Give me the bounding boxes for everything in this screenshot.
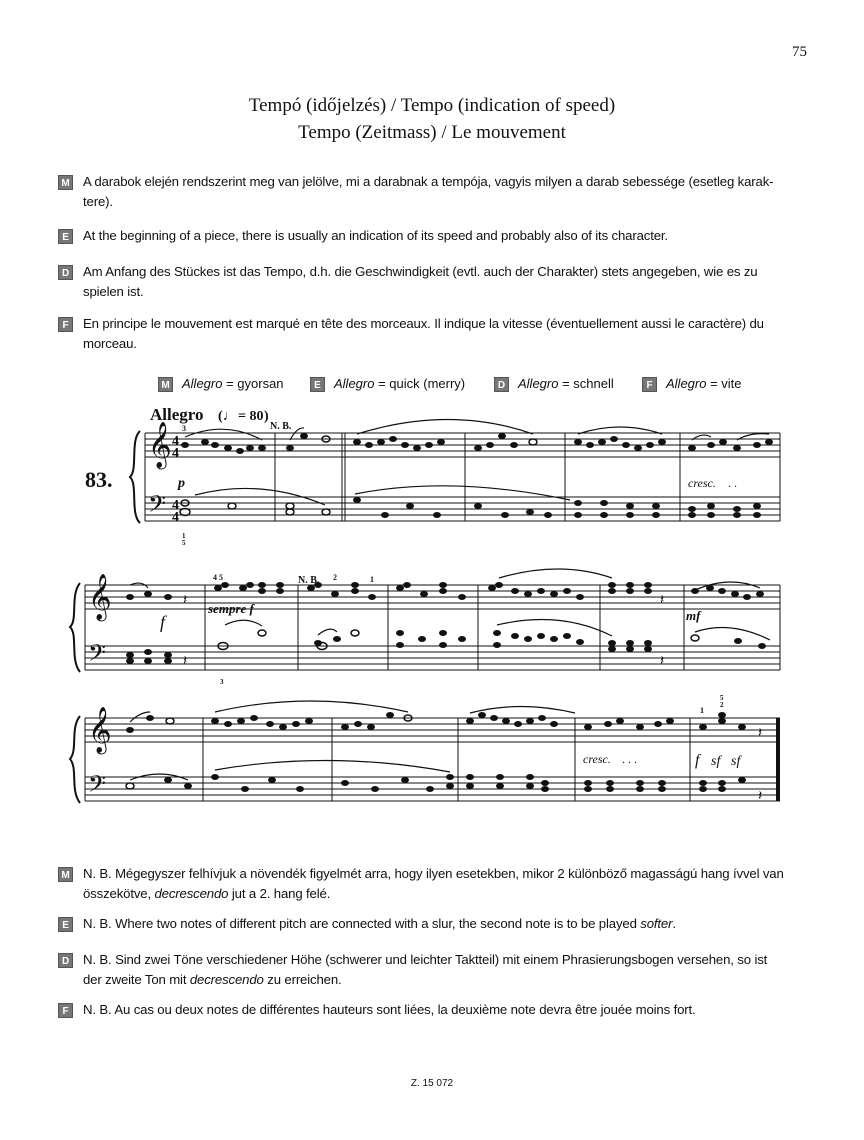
paragraph-text: Am Anfang des Stückes ist das Tempo, d.h. die Geschwindigkeit (evtl. auch der Charakter) stets angegeben, wie es zu spielen ist. <box>83 264 758 299</box>
intro-paragraph-german <box>58 262 788 302</box>
nb-emphasis: decrescendo <box>189 972 264 987</box>
legend-meaning: = quick (merry) <box>374 376 466 391</box>
legend-term: Allegro <box>518 376 559 391</box>
svg-text:3: 3 <box>182 424 186 433</box>
nb-prefix: N. B. <box>83 952 112 967</box>
sempre-f-marking: sempre f <box>208 601 254 616</box>
nb-marker: N. B. <box>270 421 292 432</box>
nb-text-after: . <box>672 916 676 931</box>
legend-term: Allegro <box>666 376 707 391</box>
paragraph-text: At the beginning of a piece, there is usually an indication of its speed and probably also of its character. <box>83 228 668 243</box>
intro-paragraph-english <box>58 226 788 246</box>
nb-text: Mégegyszer felhívjuk a növendék figyelmét arra, hogy ilyen esetekben, mikor 2 különböző magasságú hang ívvel van összekötve, <box>83 866 784 901</box>
system-2 <box>85 585 780 670</box>
dynamic-mf: mf <box>686 608 701 623</box>
paragraph-text: En principe le mouvement est marqué en tête des morceaux. Il indique la vitesse (éventuellement aussi le caractère) du morceau. <box>83 316 764 351</box>
title-line-1: Tempó (időjelzés) / Tempo (indication of speed) <box>248 95 616 116</box>
nb-text: Sind zwei Töne verschiedener Höhe (schwerer und leichter Taktteil) mit einem Phrasierungsbogen versehen, so ist der zweite Ton mit <box>83 952 768 987</box>
language-badge-e: E <box>58 917 73 932</box>
language-badge-f: F <box>642 377 657 392</box>
language-badge-m: M <box>58 867 73 882</box>
nb-prefix: N. B. <box>83 916 112 931</box>
svg-text:3: 3 <box>220 678 224 686</box>
svg-text:4: 4 <box>172 446 179 461</box>
language-badge-m: M <box>58 175 73 190</box>
title-line-2: Tempo (Zeitmass) / Le mouvement <box>298 122 566 143</box>
page-number: 75 <box>792 44 807 60</box>
language-badge-e: E <box>310 377 325 392</box>
bass-clef-icon: 𝄢 <box>88 770 107 803</box>
svg-text:. .: . . <box>728 476 737 490</box>
language-badge-m: M <box>158 377 173 392</box>
svg-text:𝄽: 𝄽 <box>183 592 188 608</box>
svg-text:𝄽: 𝄽 <box>183 653 188 669</box>
treble-clef-icon: 𝄞 <box>148 422 172 468</box>
language-badge-f: F <box>58 317 73 332</box>
page-title <box>0 92 864 146</box>
system-1 <box>145 433 780 521</box>
legend-meaning: = vite <box>706 376 742 391</box>
nb-paragraph-german <box>58 950 788 990</box>
nb-paragraph-hungarian <box>58 864 788 904</box>
svg-text:4: 4 <box>172 434 179 449</box>
svg-text:5: 5 <box>720 694 724 702</box>
nb-text-after: zu erreichen. <box>263 972 342 987</box>
svg-text:𝄽: 𝄽 <box>758 725 763 741</box>
dynamic-f: f <box>160 612 166 632</box>
legend-item-german <box>494 376 614 391</box>
nb-text: Au cas ou deux notes de différentes hauteurs sont liées, la deuxième note devra être jouée moins fort. <box>111 1002 696 1017</box>
nb-text: Where two notes of different pitch are connected with a slur, the second note is to be played <box>111 916 641 931</box>
music-score <box>0 400 864 820</box>
legend-item-hungarian <box>158 376 284 391</box>
nb-paragraph-english <box>58 914 788 934</box>
treble-clef-icon: 𝄞 <box>88 574 112 620</box>
catalog-code: Z. 15 072 <box>410 1078 454 1089</box>
bass-clef-icon: 𝄢 <box>88 639 107 672</box>
language-badge-d: D <box>58 265 73 280</box>
svg-text:4: 4 <box>172 498 179 513</box>
nb-prefix: N. B. <box>83 866 112 881</box>
dynamic-p: p <box>178 476 185 491</box>
intro-paragraph-hungarian <box>58 172 788 212</box>
legend-term: Allegro <box>334 376 375 391</box>
bass-clef-icon: 𝄢 <box>148 490 167 523</box>
svg-text:2: 2 <box>720 701 724 709</box>
svg-text:5: 5 <box>182 539 186 547</box>
nb-emphasis: softer <box>640 916 673 931</box>
dynamic-f: f <box>695 752 700 769</box>
nb-marker: N. B. <box>298 575 320 586</box>
metronome-mark: (♩ <box>218 409 237 424</box>
nb-paragraph-french <box>58 1000 788 1020</box>
svg-text:1: 1 <box>700 706 704 715</box>
legend-meaning: = gyorsan <box>222 376 284 391</box>
svg-text:𝄽: 𝄽 <box>660 592 665 608</box>
legend-item-french <box>642 376 742 391</box>
language-badge-d: D <box>58 953 73 968</box>
piece-number: 83. <box>85 467 113 492</box>
allegro-legend <box>158 376 778 396</box>
paragraph-text: A darabok elején rendszerint meg van jelölve, mi a darabnak a tempója, vagyis milyen a darab sebessége (esetleg karak-tere). <box>83 174 774 209</box>
cresc-marking: cresc. <box>688 476 716 490</box>
svg-text:4: 4 <box>172 510 179 525</box>
language-badge-d: D <box>494 377 509 392</box>
tempo-marking: Allegro <box>150 405 204 424</box>
treble-clef-icon: 𝄞 <box>88 707 112 753</box>
nb-text-after: jut a 2. hang felé. <box>228 886 331 901</box>
nb-prefix: N. B. <box>83 1002 112 1017</box>
language-badge-e: E <box>58 229 73 244</box>
svg-text:. . .: . . . <box>622 752 637 766</box>
svg-text:𝄽: 𝄽 <box>660 653 665 669</box>
dynamic-sf: sf <box>731 754 741 769</box>
nb-emphasis: decrescendo <box>154 886 229 901</box>
legend-item-english <box>310 376 465 391</box>
legend-meaning: = schnell <box>558 376 614 391</box>
svg-text:𝄽: 𝄽 <box>758 788 763 804</box>
svg-text:1: 1 <box>370 575 374 584</box>
metronome-value: = 80 <box>238 409 264 424</box>
svg-text:2: 2 <box>333 573 337 582</box>
legend-term: Allegro <box>182 376 223 391</box>
svg-text:4 5: 4 5 <box>213 573 223 582</box>
cresc-marking: cresc. <box>583 752 611 766</box>
svg-text:): ) <box>264 409 269 424</box>
intro-paragraph-french <box>58 314 788 354</box>
dynamic-sf: sf <box>711 754 721 769</box>
language-badge-f: F <box>58 1003 73 1018</box>
svg-text:1: 1 <box>182 532 186 540</box>
